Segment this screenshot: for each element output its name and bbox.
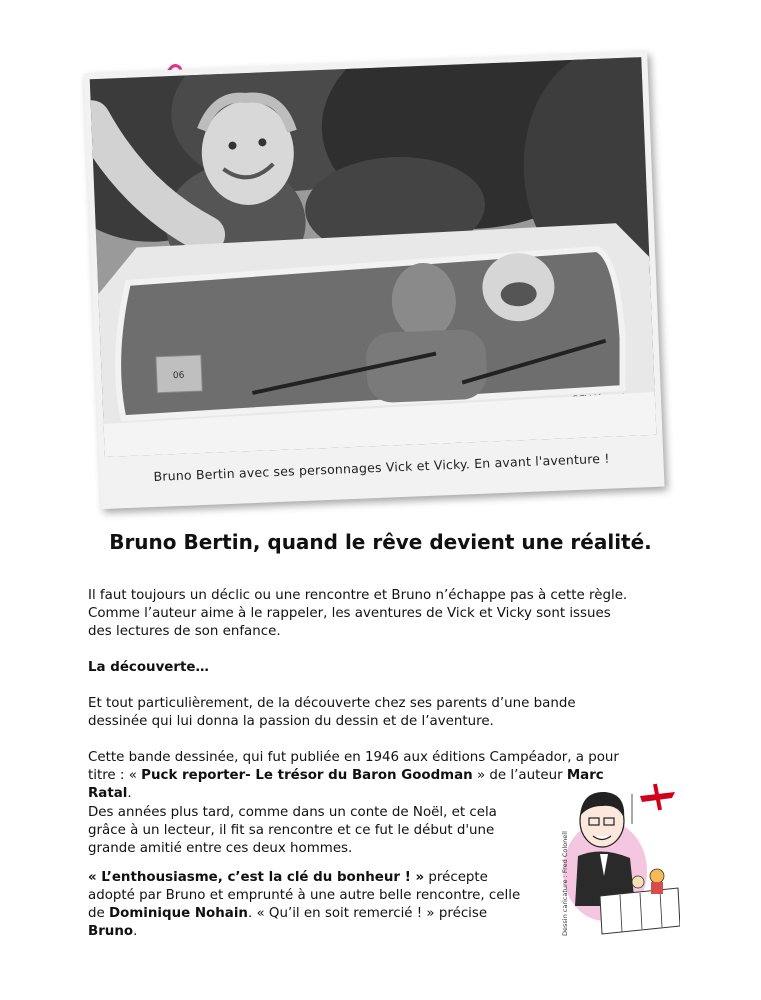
subheading-discovery: La découverte… xyxy=(88,660,209,676)
photo-bruno-car xyxy=(90,57,657,457)
comic-text-after: . xyxy=(127,786,132,802)
photo-card xyxy=(83,51,664,509)
motto-paragraph xyxy=(88,869,528,941)
motto-text-2: . « Qu’il en soit remercié ! » précise xyxy=(247,906,488,922)
comic-paragraph xyxy=(88,749,633,803)
caricature-credit: Dessin caricature : Fred Colonell xyxy=(561,831,569,936)
motto-name: Dominique Nohain xyxy=(109,906,248,922)
motto-end: . xyxy=(133,924,138,940)
comic-title: Puck reporter- Le trésor du Baron Goodman xyxy=(141,768,473,784)
car-photo-illustration xyxy=(90,57,657,457)
comic-author: Marc Ratal xyxy=(88,768,604,802)
comic-text-middle: » de l’auteur xyxy=(472,768,567,784)
page-title: Bruno Bertin, quand le rêve devient une réalité. xyxy=(109,530,652,554)
intro-paragraph: Il faut toujours un déclic ou une rencontre et Bruno n’échappe pas à cette règle. Comme l’auteur aime à le rappeler, les aventures de Vick et Vicky sont issues des lectures de son enfance. xyxy=(88,588,628,640)
photo-caption: Bruno Bertin avec ses personnages Vick et Vicky. En avant l'aventure ! xyxy=(153,450,610,484)
meeting-paragraph: Des années plus tard, comme dans un conte de Noël, et cela grâce à un lecteur, il fit sa rencontre et ce fut le début d'une grande amitié entre ces deux hommes. xyxy=(88,805,497,857)
motto-quote: « L’enthousiasme, c’est la clé du bonheur ! » xyxy=(88,870,425,886)
caricature-drawing xyxy=(560,776,680,941)
vignette-text: 06 xyxy=(172,370,185,382)
discovery-paragraph: Et tout particulièrement, de la découverte chez ses parents d’une bande dessinée qui lui donna la passion du dessin et de l’aventure. xyxy=(88,696,576,730)
motto-bruno: Bruno xyxy=(88,924,134,940)
motto-text-1: précepte adopté par Bruno et emprunté à une autre belle rencontre, celle de xyxy=(88,870,521,922)
comic-text-before: Cette bande dessinée, qui fut publiée en 1946 aux éditions Campéador, a pour titre : « xyxy=(88,750,619,784)
